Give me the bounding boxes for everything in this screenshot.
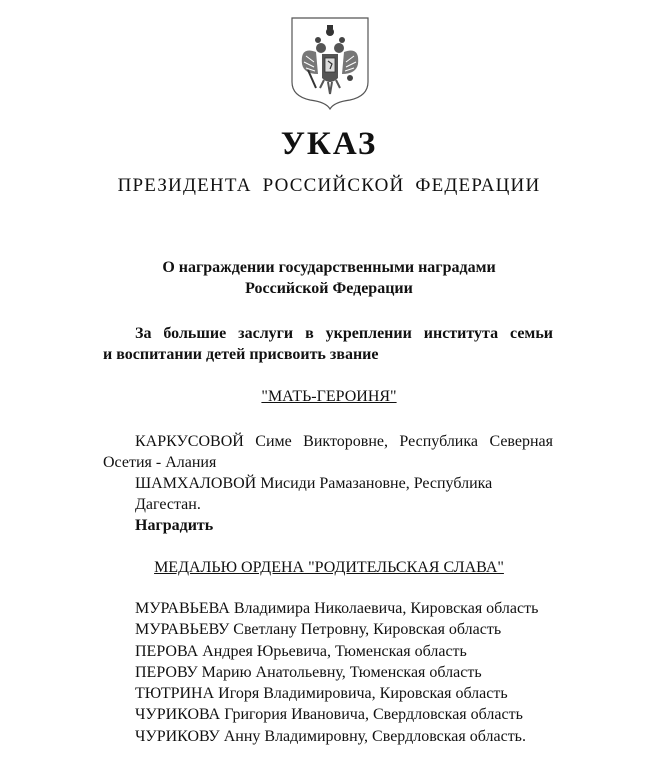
document-subtitle: ПРЕЗИДЕНТА РОССИЙСКОЙ ФЕДЕРАЦИИ bbox=[117, 175, 541, 196]
award-verb: Наградить bbox=[135, 517, 214, 534]
mother-heroine-recipients bbox=[103, 431, 553, 515]
list-item: ТЮТРИНА Игоря Владимировича, Кировская область bbox=[135, 685, 508, 703]
heading-line-1: О награждении государственными наградами bbox=[162, 259, 496, 276]
medal-title-heading: МЕДАЛЬЮ ОРДЕНА "РОДИТЕЛЬСКАЯ СЛАВА" bbox=[154, 559, 504, 576]
recipient-1-line-1: КАРКУСОВОЙ Симе Викторовне, Республика Северная bbox=[135, 433, 553, 450]
intro-line-2: и воспитании детей присвоить звание bbox=[103, 346, 379, 363]
recipient-1-line-2: Осетия - Алания bbox=[103, 454, 217, 471]
list-item: ЧУРИКОВА Григория Ивановича, Свердловская область bbox=[135, 706, 523, 724]
list-item: ПЕРОВА Андрея Юрьевича, Тюменская область bbox=[135, 642, 467, 660]
list-item: МУРАВЬЕВА Владимира Николаевича, Кировская область bbox=[135, 600, 539, 617]
document-title: УКАЗ bbox=[280, 126, 378, 162]
recipient-2: ШАМХАЛОВОЙ Мисиди Рамазановне, Республика Дагестан. bbox=[135, 475, 493, 513]
list-item: МУРАВЬЕВУ Светлану Петровну, Кировская область bbox=[135, 621, 502, 639]
russian-coat-of-arms-icon bbox=[288, 12, 372, 110]
heading-line-2: Российской Федерации bbox=[245, 280, 413, 297]
intro-paragraph bbox=[103, 323, 553, 365]
title-award-heading: "МАТЬ-ГЕРОИНЯ" bbox=[261, 388, 397, 405]
list-item: ЧУРИКОВУ Анну Владимировну, Свердловская область. bbox=[135, 727, 526, 745]
list-item: ПЕРОВУ Марию Анатольевну, Тюменская область bbox=[135, 663, 482, 681]
intro-line-1: За большие заслуги в укреплении института семьи bbox=[135, 325, 553, 342]
decree-heading bbox=[0, 257, 658, 299]
medal-recipients-list bbox=[135, 598, 538, 747]
